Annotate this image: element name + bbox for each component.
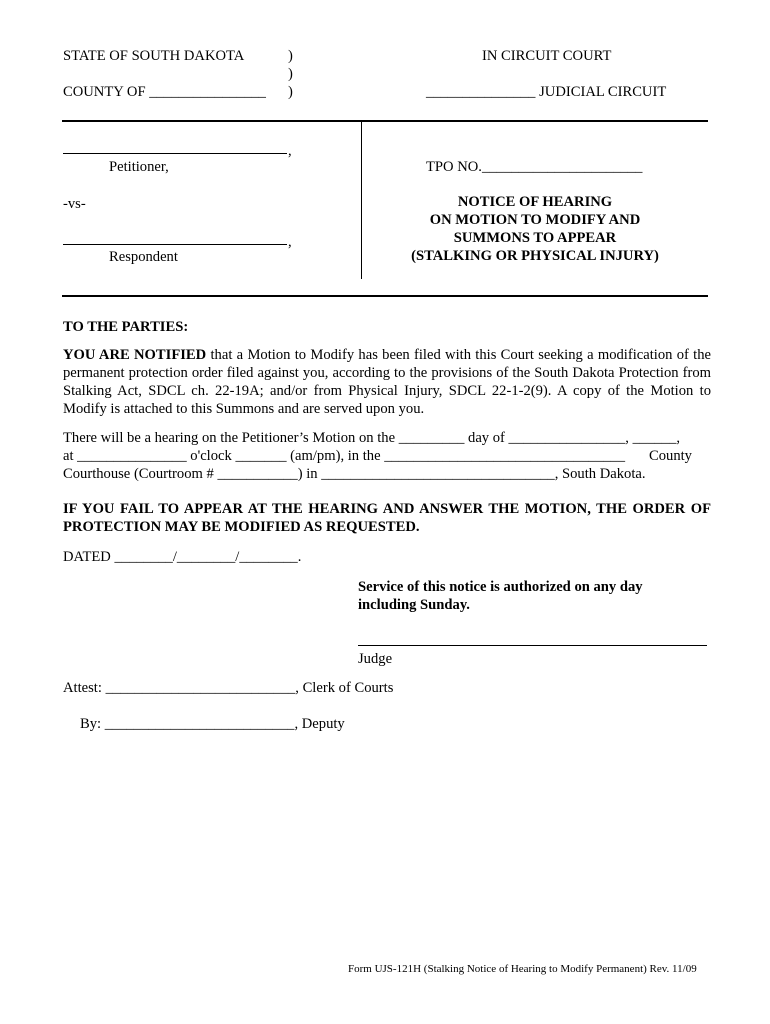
attest-clerk-field[interactable]: Attest: __________________________, Clerk of Courts xyxy=(63,680,394,696)
judge-signature-line[interactable] xyxy=(358,645,707,646)
respondent-label: Respondent xyxy=(109,249,178,265)
judicial-circuit-label: _______________ JUDICIAL CIRCUIT xyxy=(426,84,667,100)
service-authorization: Service of this notice is authorized on any day xyxy=(358,579,643,595)
notified-lead: YOU ARE NOTIFIED xyxy=(63,347,207,363)
caption-paren: ) xyxy=(288,84,293,100)
service-authorization: including Sunday. xyxy=(358,597,470,613)
petitioner-name-field[interactable] xyxy=(63,153,287,154)
to-parties-heading: TO THE PARTIES: xyxy=(63,319,189,335)
county-label: COUNTY OF ________________ xyxy=(63,84,266,100)
respondent-name-field[interactable] xyxy=(63,244,287,245)
state-label: STATE OF SOUTH DAKOTA xyxy=(63,48,245,64)
form-identifier: Form UJS-121H (Stalking Notice of Hearing to Modify Permanent) Rev. 11/09 xyxy=(348,963,697,975)
notified-text: that a Motion to Modify has been filed with this Court seeking a modification of the permanent protection order filed against you, according to the provisions of the South Dakota Protection from Stalking Act, SDCL ch. 22-19A; and/or from Physical Injury, SDCL 22-1-2(9). A copy of the Motion to Modify is attached to this Summons and are served upon you. xyxy=(63,347,711,417)
petitioner-comma: , xyxy=(288,143,292,159)
caption-paren: ) xyxy=(288,48,293,64)
county-word: County xyxy=(649,448,692,464)
caption-bottom-rule xyxy=(62,295,708,297)
deputy-field[interactable]: By: __________________________, Deputy xyxy=(80,716,345,732)
hearing-line-3[interactable]: Courthouse (Courtroom # ___________) in ________________________________, South Dakota. xyxy=(63,466,646,482)
document-title: ON MOTION TO MODIFY AND xyxy=(429,212,641,228)
dated-field[interactable]: DATED ________/________/________. xyxy=(63,549,302,565)
petitioner-label: Petitioner, xyxy=(109,159,169,175)
document-title: (STALKING OR PHYSICAL INJURY) xyxy=(411,248,659,264)
caption-paren: ) xyxy=(288,66,293,82)
hearing-line-1[interactable]: There will be a hearing on the Petitioner’s Motion on the _________ day of ________________, ______, xyxy=(63,430,681,446)
hearing-line-2[interactable]: at _______________ o'clock _______ (am/pm), in the _________________________________ xyxy=(63,448,626,464)
top-rule xyxy=(62,120,708,122)
respondent-comma: , xyxy=(288,234,292,250)
caption-divider xyxy=(361,121,362,279)
tpo-number-field[interactable]: TPO NO.______________________ xyxy=(426,159,643,175)
versus-label: -vs- xyxy=(63,196,86,212)
court-label: IN CIRCUIT COURT xyxy=(482,48,612,64)
judge-label: Judge xyxy=(358,651,393,667)
notice-paragraph xyxy=(63,346,711,418)
document-title: SUMMONS TO APPEAR xyxy=(453,230,617,246)
document-title: NOTICE OF HEARING xyxy=(457,194,613,210)
failure-warning: IF YOU FAIL TO APPEAR AT THE HEARING AND ANSWER THE MOTION, THE ORDER OF PROTECTION MAY BE MODIFIED AS REQUESTED. xyxy=(63,501,711,535)
